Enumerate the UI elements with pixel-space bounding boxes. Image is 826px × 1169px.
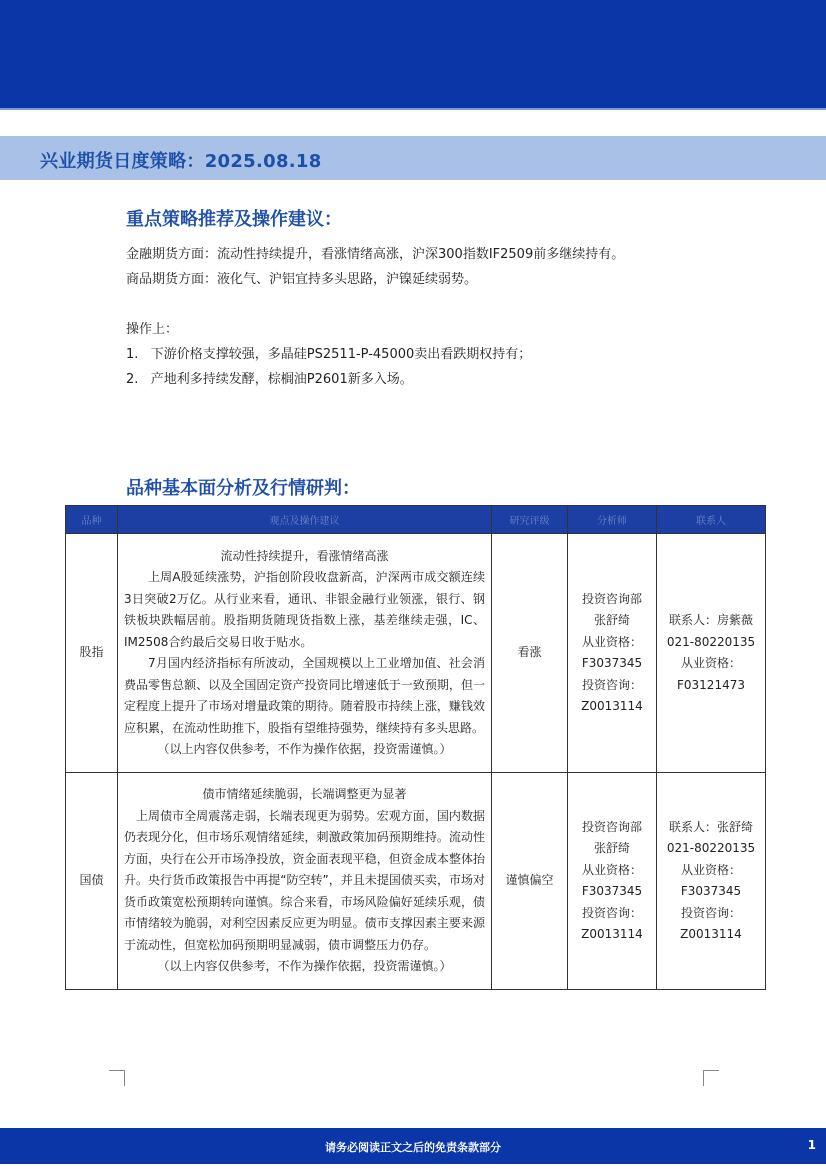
analyst-line: 从业资格： <box>581 862 642 877</box>
contact-line: F3037345 <box>680 884 742 898</box>
col-header-contact: 联系人 <box>657 506 766 534</box>
analyst-line: F3037345 <box>581 656 643 670</box>
col-header-analyst: 分析师 <box>568 506 657 534</box>
header-divider <box>0 108 826 110</box>
analyst-line: 投资咨询部 <box>581 591 642 606</box>
footer-band <box>0 1128 826 1164</box>
table-header-row <box>66 506 766 534</box>
crop-mark-right <box>703 1070 719 1086</box>
analyst-line: 张舒绮 <box>593 613 630 627</box>
ops-label: 操作上： <box>126 322 179 337</box>
contact-line: 从业资格： <box>680 656 741 670</box>
header-band <box>0 0 826 108</box>
contact-line: 021-80220135 <box>666 841 756 855</box>
ops-item-1: 1. 下游价格支撑较强，多晶硅PS2511-P-45000卖出看跌期权持有； <box>126 347 532 362</box>
row-paragraph: 上周债市全周震荡走弱，长端表现更为弱势。宏观方面，国内数据仍表现分化，但市场乐观情绪延续，刺激政策加码预期维持。流动性方面，央行在公开市场净投放，资金面表现平稳，但资金成本整体抬升。央行货币政策报告中再提“防空转”，并且未提国债买卖，市场对货币政策宽松预期转向谨慎。综合来看，市场风险偏好延续乐观，债市情绪较为脆弱，对利空因素反应更为明显。债市支撑因素主要来源于流动性，但宽松加码预期明显减弱，债市调整压力仍存。 <box>124 808 485 952</box>
rating-cell: 看涨 <box>492 534 568 773</box>
row-paragraph: 上周A股延续涨势，沪指创阶段收盘新高，沪深两市成交额连续3日突破2万亿。从行业来看，通讯、非银金融行业领涨，银行、钢铁板块跌幅居前。股指期货随现货指数上涨，基差继续走强，IC、IM2508合约最后交易日收于贴水。 <box>124 570 485 649</box>
col-header-rating: 研究评级 <box>492 506 568 534</box>
analyst-line: 投资咨询： <box>581 905 642 920</box>
contact-line: 投资咨询： <box>680 905 741 920</box>
contact-line: Z0013114 <box>680 927 742 941</box>
row-headline: 流动性持续提升，看涨情绪高涨 <box>220 548 389 563</box>
row-disclaimer: （以上内容仅供参考，不作为操作依据，投资需谨慎。） <box>157 959 452 974</box>
row-paragraph: 7月国内经济指标有所波动，全国规模以上工业增加值、社会消费品零售总额、以及全国固定资产投资同比增速低于一致预期，但一定程度上提升了市场对增量政策的期待。随着股市持续上涨，赚钱效应积累，在流动性助推下，股指有望维持强势，继续持有多头思路。 <box>124 656 485 735</box>
contact-line: 联系人：房紫薇 <box>668 613 753 627</box>
table-row <box>66 773 766 990</box>
analyst-line: 张舒绮 <box>593 841 630 855</box>
contact-line: 021-80220135 <box>666 634 756 649</box>
analyst-line: 投资咨询： <box>581 677 642 692</box>
analyst-line: Z0013114 <box>581 699 643 713</box>
financial-summary: 金融期货方面：流动性持续提升，看涨情绪高涨，沪深300指数IF2509前多继续持有。 <box>126 247 625 262</box>
row-headline: 债市情绪延续脆弱，长端调整更为显著 <box>202 787 407 802</box>
contact-line: 联系人：张舒绮 <box>668 819 753 834</box>
col-header-variety: 品种 <box>66 506 118 534</box>
contact-cell <box>657 773 766 990</box>
title-band <box>0 136 826 180</box>
contact-cell <box>657 534 766 773</box>
table-row <box>66 534 766 773</box>
page-title: 兴业期货日度策略：2025.08.18 <box>40 151 322 172</box>
analyst-line: F3037345 <box>581 884 643 898</box>
variety-cell: 国债 <box>66 773 118 990</box>
rating-cell: 谨慎偏空 <box>492 773 568 990</box>
footer-disclaimer: 请务必阅读正文之后的免责条款部分 <box>325 1141 501 1154</box>
crop-mark-left <box>109 1070 125 1086</box>
col-header-view: 观点及操作建议 <box>118 506 492 534</box>
page-number: 1 <box>807 1138 816 1152</box>
analysis-cell <box>118 534 492 773</box>
commodity-summary: 商品期货方面：液化气、沪铝宜持多头思路，沪镍延续弱势。 <box>126 272 478 287</box>
analyst-cell <box>568 534 657 773</box>
row-disclaimer: （以上内容仅供参考，不作为操作依据，投资需谨慎。） <box>157 742 452 756</box>
contact-line: F03121473 <box>677 677 745 692</box>
ops-item-2: 2. 产地利多持续发酵，棕榈油P2601新多入场。 <box>126 372 413 387</box>
variety-cell: 股指 <box>66 534 118 773</box>
contact-line: 从业资格： <box>680 862 741 877</box>
analysis-table <box>65 505 766 990</box>
analyst-line: 投资咨询部 <box>581 819 642 834</box>
analysis-title: 品种基本面分析及行情研判： <box>126 478 360 499</box>
analysis-cell <box>118 773 492 990</box>
analyst-cell <box>568 773 657 990</box>
analyst-line: 从业资格： <box>581 634 642 649</box>
analyst-line: Z0013114 <box>581 927 643 941</box>
footer-gap <box>0 1164 826 1169</box>
key-strategy-title: 重点策略推荐及操作建议： <box>126 209 342 230</box>
